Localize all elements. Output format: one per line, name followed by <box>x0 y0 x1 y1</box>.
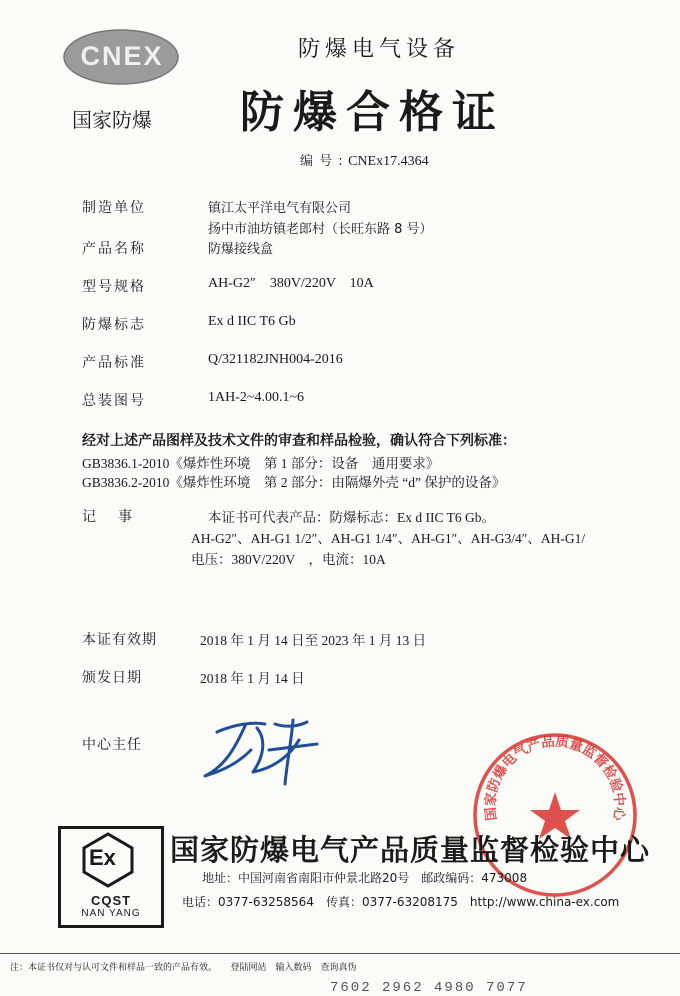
ex-marking: Ex d IIC T6 Gb <box>208 314 296 329</box>
manufacturer-label: 制造单位 <box>82 200 146 216</box>
ex-marking-label: 防爆标志 <box>82 317 146 333</box>
logo-text: CNEX <box>80 41 164 71</box>
model-value: AH-G2″ 380V/220V 10A <box>208 276 374 291</box>
seal-text: 国家防爆电气产品质量监督检验中心 <box>482 733 628 822</box>
manufacturer-address: 扬中市油坊镇老郎村（长旺东路 8 号） <box>208 222 433 237</box>
product-name-label: 产品名称 <box>82 241 146 257</box>
cert-number-label: 编 号 : <box>300 154 344 169</box>
cert-number-row <box>300 150 429 170</box>
validity-value: 2018 年 1 月 14 日至 2023 年 1 月 13 日 <box>200 633 427 648</box>
footer-divider <box>0 953 680 954</box>
address-line: 地址：中国河南省南阳市仲景北路20号 邮政编码：473008 <box>202 871 528 885</box>
ex-logo-text: Ex <box>89 845 116 870</box>
product-standard: Q/321182JNH004-2016 <box>208 352 343 367</box>
remarks-line-2: AH-G2″、AH-G1 1/2″、AH-G1 1/4″、AH-G1″、AH-G3/4″、AH-G1/ <box>191 531 586 546</box>
director-signature <box>195 710 335 790</box>
standard-2: GB3836.2-2010《爆炸性环境 第 2 部分：由隔爆外壳 “d” 保护的设备》 <box>82 475 506 490</box>
product-standard-label: 产品标准 <box>82 355 146 371</box>
page-title: 防爆合格证 <box>240 87 505 138</box>
validity-label: 本证有效期 <box>82 632 157 648</box>
phone-line: 电话：0377-63258564 传真：0377-63208175 http://www.china-ex.com <box>182 895 620 909</box>
conformity-statement: 经对上述产品图样及技术文件的审查和样品检验，确认符合下列标准： <box>82 433 516 449</box>
remarks-line-1: 本证书可代表产品：防爆标志：Ex d IIC T6 Gb。 <box>208 510 495 525</box>
national-label: 国家防爆 <box>72 108 152 132</box>
product-name: 防爆接线盒 <box>208 242 274 257</box>
issue-date-label: 颁发日期 <box>82 670 142 686</box>
standard-1: GB3836.1-2010《爆炸性环境 第 1 部分：设备 通用要求》 <box>82 456 440 471</box>
remarks-label: 记 事 <box>82 509 136 525</box>
center-name: 国家防爆电气产品质量监督检验中心 <box>170 833 651 867</box>
manufacturer-name: 镇江太平洋电气有限公司 <box>208 201 352 216</box>
cqst-text: CQST <box>90 893 132 908</box>
title-sub: 防爆电气设备 <box>298 37 461 62</box>
remarks-line-3: 电压：380V/220V ，电流：10A <box>191 552 386 567</box>
issue-date-value: 2018 年 1 月 14 日 <box>200 671 305 686</box>
serial-digits: 7602 2962 4980 7077 <box>330 980 528 996</box>
assembly-drawing-label: 总装图号 <box>82 393 146 409</box>
cert-number: CNEx17.4364 <box>348 154 429 169</box>
assembly-drawing: 1AH-2~4.00.1~6 <box>208 390 305 405</box>
footer-note: 注：本证书仅对与认可文件和样品一致的产品有效。 登陆网站 输入数码 查询真伪 <box>10 963 357 973</box>
nanyang-text: NAN YANG <box>81 908 141 919</box>
director-label: 中心主任 <box>82 737 142 753</box>
model-label: 型号规格 <box>82 279 146 295</box>
